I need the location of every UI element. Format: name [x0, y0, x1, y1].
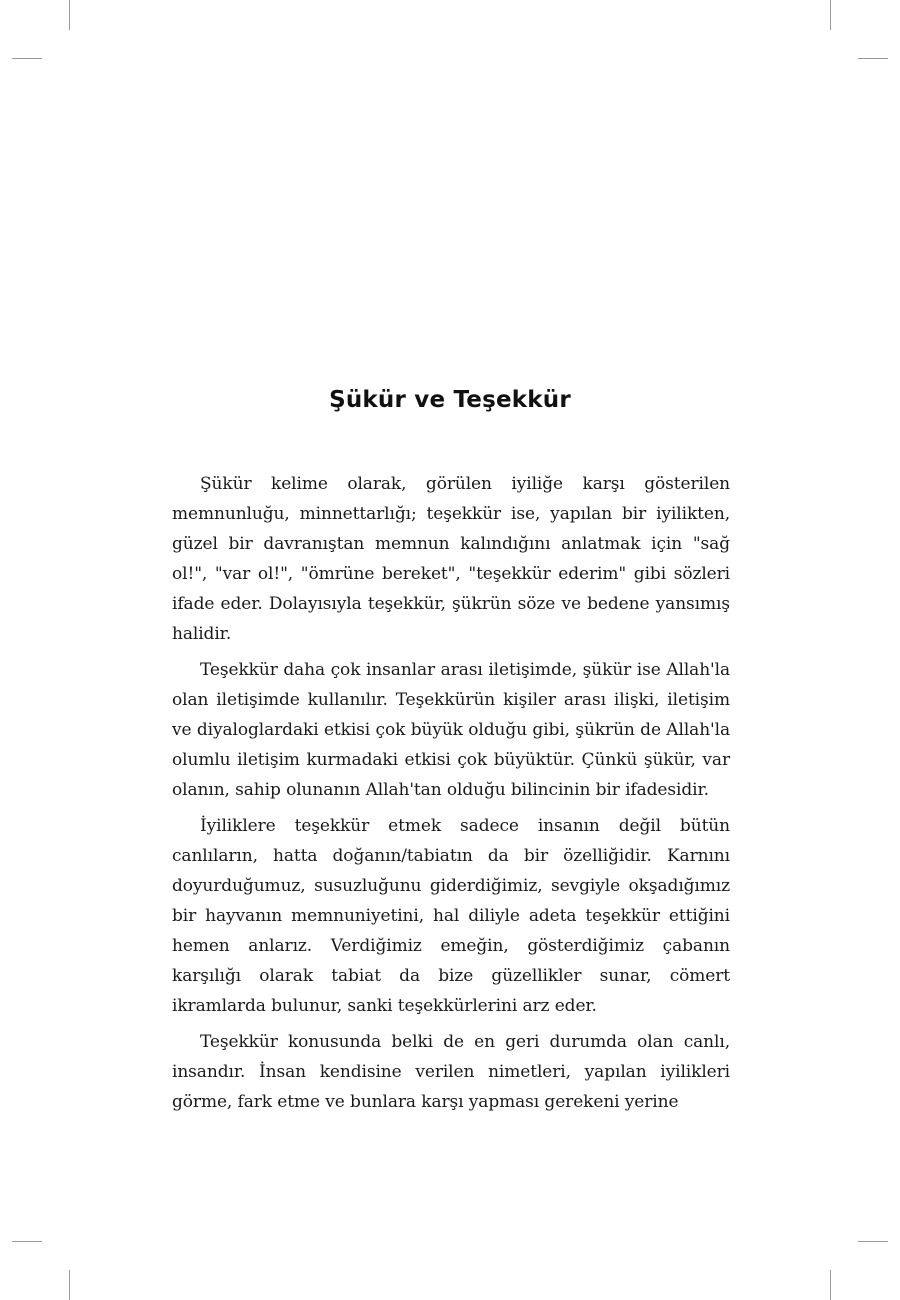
body-text [172, 469, 730, 1123]
crop-mark-left-top [12, 58, 42, 59]
paragraph: Teşekkür konusunda belki de en geri durumda olan canlı, insandır. İnsan kendisine verilen nimetleri, yapılan iyilikleri görme, fark etme ve bunlara karşı yapması gerekeni yerine [172, 1032, 730, 1112]
crop-mark-left-bottom [12, 1241, 42, 1242]
crop-mark-right-top [858, 58, 888, 59]
crop-mark-top-left [69, 0, 70, 30]
paragraph: İyiliklere teşekkür etmek sadece insanın değil bütün canlıların, hatta doğanın/tabiatın da bir özelliğidir. Karnını doyurduğumuz, susuzluğunu giderdiğimiz, sevgiyle okşadığımız bir hayvanın memnuniyetini, hal diliyle adeta teşekkür ettiğini hemen anlarız. Verdiğimiz emeğin, gösterdiğimiz çabanın karşılığı olarak tabiat da bize güzellikler sunar, cömert ikramlarda bulunur, sanki teşekkürlerini arz eder. [172, 816, 730, 1016]
crop-mark-bottom-left [69, 1270, 70, 1300]
crop-mark-right-bottom [858, 1241, 888, 1242]
page-title: Şükür ve Teşekkür [329, 387, 571, 414]
paragraph: Şükür kelime olarak, görülen iyiliğe karşı gösterilen memnunluğu, minnettarlığı; teşekkür ise, yapılan bir iyilikten, güzel bir davranıştan memnun kalındığını anlatmak için "sağ ol!", "var ol!", "ömrüne bereket", "teşekkür ederim" gibi sözleri ifade eder. Dolayısıyla teşekkür, şükrün söze ve bedene yansımış halidir. [172, 474, 730, 644]
crop-mark-bottom-right [830, 1270, 831, 1300]
paragraph: Teşekkür daha çok insanlar arası iletişimde, şükür ise Allah'la olan iletişimde kullanılır. Teşekkürün kişiler arası ilişki, iletişim ve diyaloglardaki etkisi çok büyük olduğu gibi, şükrün de Allah'la olumlu iletişim kurmadaki etkisi çok büyüktür. Çünkü şükür, var olanın, sahip olunanın Allah'tan olduğu bilincinin bir ifadesidir. [172, 660, 730, 800]
crop-mark-top-right [830, 0, 831, 30]
